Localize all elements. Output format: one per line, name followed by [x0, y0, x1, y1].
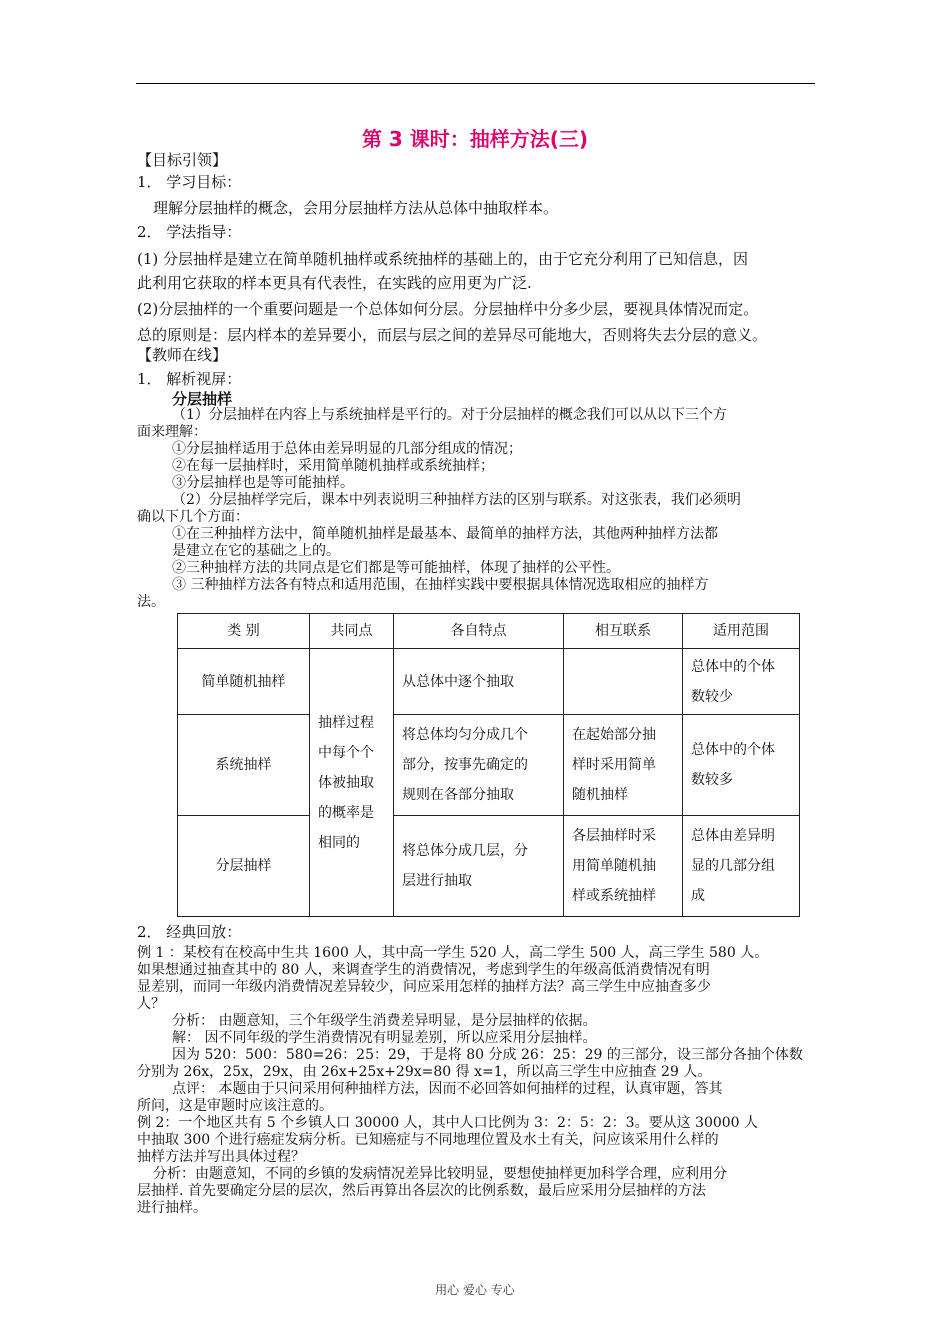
text-line: 此利用它获取的样本更具有代表性，在实践的应用更为广泛. [137, 274, 532, 292]
cell-line: 的概率是 [318, 804, 374, 821]
table-header-cell: 各自特点 [394, 614, 564, 649]
table-header-cell: 共同点 [310, 614, 394, 649]
cell-line: 总体由差异明 [691, 828, 775, 844]
table-cell-category: 系统抽样 [178, 715, 310, 816]
text-line: 显差别，而同一年级内消费情况差异较少，问应采用怎样的抽样方法？高三学生中应抽查多少 [137, 979, 711, 995]
text-line: 抽样方法并写出具体过程？ [137, 1149, 305, 1165]
table-cell-relation [564, 816, 683, 917]
table-cell-feature [394, 649, 564, 715]
table-cell-feature [394, 816, 564, 917]
text-line: ②三种抽样方法的共同点是它们都是等可能抽样，体现了抽样的公平性。 [172, 560, 620, 576]
text-line: 因为 520：500：580=26：25：29，于是将 80 分成 26：25：29 的三部分，设三部分各抽个体数 [172, 1047, 803, 1063]
cell-line: 样或系统抽样 [572, 888, 656, 904]
text-line: 进行抽样。 [137, 1200, 207, 1216]
cell-line: 显的几部分组 [691, 858, 775, 874]
cell-line: 规则在各部分抽取 [402, 787, 514, 803]
cell-line: 随机抽样 [572, 787, 628, 803]
table-cell-scope [683, 649, 800, 715]
text-line: (2)分层抽样的一个重要问题是一个总体如何分层。分层抽样中分多少层，要视具体情况而定。 [137, 300, 759, 318]
cell-line: 将总体分成几层，分 [402, 843, 528, 859]
text-line: 2． 学法指导： [137, 223, 242, 241]
table-header-cell: 相互联系 [564, 614, 683, 649]
table-cell-relation [564, 649, 683, 715]
text-line: （2）分层抽样学完后，课本中列表说明三种抽样方法的区别与联系。对这张表，我们必须明 [172, 492, 741, 508]
text-line: ③分层抽样也是等可能抽样。 [172, 475, 354, 491]
table-row [178, 816, 800, 917]
text-line: 中抽取 300 个进行癌症发病分析。已知癌症与不同地理位置及水土有关，问应该采用什么样的 [137, 1132, 719, 1148]
table-cell-scope [683, 816, 800, 917]
text-line: 法。 [137, 594, 165, 610]
table-cell-scope [683, 715, 800, 816]
cell-line: 样时采用简单 [572, 757, 656, 773]
text-line: 人？ [137, 996, 165, 1012]
cell-line: 总体中的个体 [691, 742, 775, 758]
cell-line: 成 [691, 888, 705, 904]
text-line: 所问，这是审题时应该注意的。 [137, 1098, 333, 1114]
text-line: 是建立在它的基础之上的。 [172, 543, 340, 559]
text-line: 例 2：一个地区共有 5 个乡镇人口 30000 人，其中人口比例为 3：2：5：2：3。要从这 30000 人 [137, 1115, 759, 1131]
table-cell-feature [394, 715, 564, 816]
cell-line: 体被抽取 [318, 774, 374, 791]
table-row [178, 649, 800, 715]
page-title: 第 3 课时：抽样方法(三) [361, 127, 589, 151]
table-header-row [178, 614, 800, 649]
text-line: (1) 分层抽样是建立在简单随机抽样或系统抽样的基础上的，由于它充分利用了已知信息，因 [137, 250, 749, 268]
text-line: 【目标引领】 [137, 151, 228, 169]
text-line: ③ 三种抽样方法各有特点和适用范围，在抽样实践中要根据具体情况选取相应的抽样方 [172, 577, 709, 593]
section-heading: 分层抽样 [172, 390, 233, 408]
text-line: 例 1 ：某校有在校高中生共 1600 人，其中高一学生 520 人，高二学生 500 人，高三学生 580 人。 [137, 945, 769, 961]
cell-line: 相同的 [318, 834, 360, 851]
text-line: 如果想通过抽查其中的 80 人，来调查学生的消费情况，考虑到学生的年级高低消费情况有明 [137, 962, 710, 978]
cell-line: 部分，按事先确定的 [402, 757, 528, 773]
comparison-table [177, 613, 800, 917]
cell-line: 总体中的个体 [691, 658, 775, 675]
cell-line: 中每个个 [318, 744, 374, 761]
text-line: 确以下几个方面： [137, 509, 249, 525]
table-cell-category: 分层抽样 [178, 816, 310, 917]
text-line: ②在每一层抽样时，采用简单随机抽样或系统抽样； [172, 458, 494, 474]
table-header-cell: 适用范围 [683, 614, 800, 649]
text-line: 层抽样. 首先要确定分层的层次，然后再算出各层次的比例系数，最后应采用分层抽样的方法 [137, 1183, 706, 1199]
cell-line: 数较少 [691, 688, 733, 705]
text-line: 【教师在线】 [137, 346, 228, 364]
cell-line: 用简单随机抽 [572, 858, 656, 874]
text-line: 分别为 26x，25x，29x，由 26x+25x+29x=80 得 x=1，所以高三学生中应抽查 29 人。 [137, 1064, 712, 1080]
table-header-cell: 类 别 [178, 614, 310, 649]
table-cell-category: 简单随机抽样 [178, 649, 310, 715]
cell-line: 层进行抽取 [402, 873, 472, 889]
table-cell-common [310, 649, 394, 917]
text-line: 分析：由题意知，不同的乡镇的发病情况差异比较明显，要想使抽样更加科学合理，应利用分 [153, 1166, 727, 1182]
cell-line: 将总体均匀分成几个 [402, 727, 528, 743]
text-line: 分析： 由题意知，三个年级学生消费差异明显，是分层抽样的依据。 [172, 1013, 597, 1029]
table-cell-relation [564, 715, 683, 816]
text-line: 点评： 本题由于只问采用何种抽样方法，因而不必回答如何抽样的过程，认真审题，答其 [172, 1081, 723, 1097]
cell-line: 各层抽样时采 [572, 828, 656, 844]
text-line: 1． 解析视屏： [137, 370, 242, 388]
text-line: 面来理解： [137, 424, 207, 440]
cell-line: 在起始部分抽 [572, 727, 656, 743]
text-line: 总的原则是：层内样本的差异要小，而层与层之间的差异尽可能地大，否则将失去分层的意义。 [137, 326, 768, 344]
text-line: （1）分层抽样在内容上与系统抽样是平行的。对于分层抽样的概念我们可以从以下三个方 [172, 407, 727, 423]
text-line: 理解分层抽样的概念，会用分层抽样方法从总体中抽取样本。 [153, 199, 559, 217]
cell-line: 抽样过程 [318, 714, 374, 731]
text-line: ①分层抽样适用于总体由差异明显的几部分组成的情况； [172, 441, 522, 457]
cell-line: 从总体中逐个抽取 [402, 673, 514, 690]
header-rule [136, 83, 815, 84]
cell-line: 数较多 [691, 772, 733, 788]
table-row [178, 715, 800, 816]
text-line: ①在三种抽样方法中，简单随机抽样是最基本、最简单的抽样方法，其他两种抽样方法都 [172, 526, 718, 542]
text-line: 1． 学习目标： [137, 173, 242, 191]
text-line: 2． 经典回放： [137, 923, 242, 941]
text-line: 解： 因不同年级的学生消费情况有明显差别，所以应采用分层抽样。 [172, 1030, 597, 1046]
page-footer: 用心 爱心 专心 [435, 1283, 515, 1297]
